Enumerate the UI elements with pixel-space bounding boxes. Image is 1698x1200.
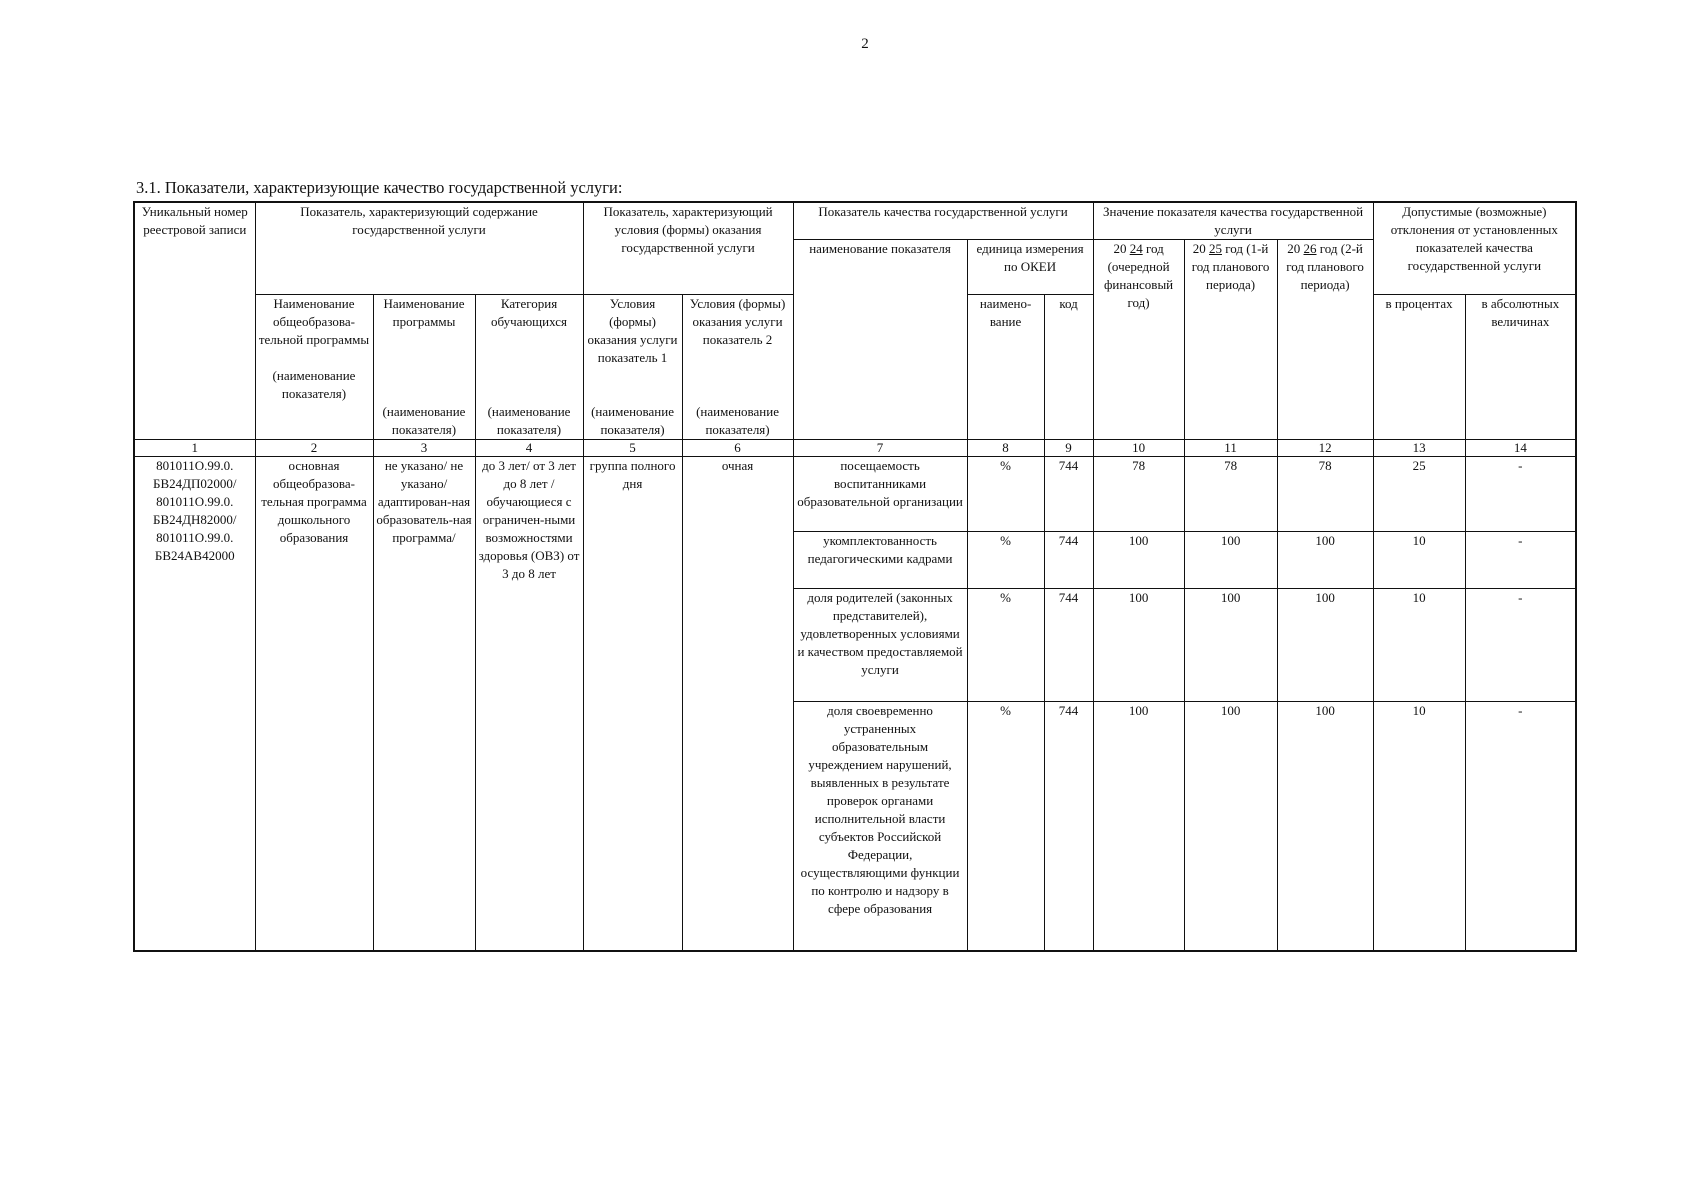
header-row-top <box>134 202 1576 240</box>
indicator-value-2026: 78 <box>1277 457 1373 532</box>
table-row <box>134 457 1576 532</box>
deviation-percent: 10 <box>1373 702 1465 952</box>
program-name: основная общеобразова-тельная программа дошкольного образования <box>255 457 373 952</box>
quality-indicators-table <box>133 201 1577 952</box>
header-deviations: Допустимые (возможные) отклонения от установленных показателей качества государственной услуги <box>1373 202 1576 295</box>
condition-1: группа полного дня <box>583 457 682 952</box>
indicator-value-2024: 100 <box>1093 702 1184 952</box>
header-indicator-value: Значение показателя качества государственной услуги <box>1093 202 1373 240</box>
header-in-percent: в процентах <box>1373 295 1465 440</box>
header-in-absolute: в абсолютных величинах <box>1465 295 1576 440</box>
year3-suffix: год (2-й год планового периода) <box>1286 241 1364 292</box>
deviation-absolute: - <box>1465 589 1576 702</box>
indicator-unit: % <box>967 589 1044 702</box>
deviation-absolute: - <box>1465 532 1576 589</box>
deviation-percent: 25 <box>1373 457 1465 532</box>
column-number-row <box>134 440 1576 457</box>
col-cond2-label: Условия (формы) оказания услуги показатель 2 <box>689 296 786 347</box>
indicator-value-2026: 100 <box>1277 532 1373 589</box>
indicator-code: 744 <box>1044 532 1093 589</box>
column-number: 4 <box>475 440 583 457</box>
column-number: 9 <box>1044 440 1093 457</box>
page-number: 2 <box>861 36 869 52</box>
indicator-name: укомплектованность педагогическими кадрами <box>793 532 967 589</box>
col-category-label: Категория обучающихся <box>491 296 567 329</box>
section-title: 3.1. Показатели, характеризующие качество государственной услуги: <box>136 178 623 197</box>
column-number: 7 <box>793 440 967 457</box>
col-cond1-note: (наименование показателя) <box>591 404 674 437</box>
indicator-code: 744 <box>1044 457 1093 532</box>
indicator-value-2025: 78 <box>1184 457 1277 532</box>
column-number: 10 <box>1093 440 1184 457</box>
column-number: 11 <box>1184 440 1277 457</box>
col-program-name-label: Наименование общеобразова-тельной программы <box>258 296 370 347</box>
registry-number: 801011О.99.0. БВ24ДП02000/ 801011О.99.0. БВ24ДН82000/ 801011О.99.0. БВ24АВ42000 <box>134 457 255 952</box>
year3-value: 26 <box>1303 241 1317 256</box>
column-number: 5 <box>583 440 682 457</box>
indicator-name: посещаемость воспитанниками образовательной организации <box>793 457 967 532</box>
header-year-2024 <box>1093 240 1184 440</box>
col-program-label: Наименование программы <box>383 296 465 329</box>
col-program-note: (наименование показателя) <box>382 404 466 437</box>
column-number: 13 <box>1373 440 1465 457</box>
header-unique-number: Уникальный номер реестровой записи <box>134 202 255 440</box>
column-number: 6 <box>682 440 793 457</box>
header-col-cond1 <box>583 295 682 440</box>
column-number: 14 <box>1465 440 1576 457</box>
deviation-absolute: - <box>1465 702 1576 952</box>
year1-value: 24 <box>1129 241 1143 256</box>
indicator-unit: % <box>967 532 1044 589</box>
indicator-name: доля своевременно устраненных образовательным учреждением нарушений, выявленных в результате проверок органами исполнительной власти субъектов Российской Федерации, осуществляющими функции по контролю и надзору в сфере образования <box>793 702 967 952</box>
indicator-unit: % <box>967 702 1044 952</box>
indicator-value-2024: 78 <box>1093 457 1184 532</box>
year1-prefix: 20 <box>1113 241 1127 256</box>
year2-prefix: 20 <box>1192 241 1206 256</box>
header-col-cond2 <box>682 295 793 440</box>
deviation-percent: 10 <box>1373 532 1465 589</box>
col-category-note: (наименование показателя) <box>487 404 571 437</box>
indicator-value-2026: 100 <box>1277 589 1373 702</box>
header-okei-unit: единица измерения по ОКЕИ <box>967 240 1093 295</box>
header-col-program <box>373 295 475 440</box>
indicator-value-2024: 100 <box>1093 589 1184 702</box>
header-content-indicator: Показатель, характеризующий содержание государственной услуги <box>255 202 583 295</box>
indicator-code: 744 <box>1044 589 1093 702</box>
indicator-value-2024: 100 <box>1093 532 1184 589</box>
header-col-category <box>475 295 583 440</box>
header-unit-code: код <box>1044 295 1093 440</box>
header-unit-name: наимено-вание <box>967 295 1044 440</box>
col-program-name-note: (наименование показателя) <box>272 368 356 401</box>
deviation-percent: 10 <box>1373 589 1465 702</box>
indicator-name: доля родителей (законных представителей), удовлетворенных условиями и качеством предоставляемой услуги <box>793 589 967 702</box>
indicator-unit: % <box>967 457 1044 532</box>
column-number: 8 <box>967 440 1044 457</box>
header-year-2025 <box>1184 240 1277 440</box>
condition-2: очная <box>682 457 793 952</box>
indicator-code: 744 <box>1044 702 1093 952</box>
category: до 3 лет/ от 3 лет до 8 лет / обучающиеся с ограничен-ными возможностями здоровья (ОВЗ) от 3 до 8 лет <box>475 457 583 952</box>
deviation-absolute: - <box>1465 457 1576 532</box>
col-cond1-label: Условия (формы) оказания услуги показатель 1 <box>587 296 678 365</box>
indicator-value-2026: 100 <box>1277 702 1373 952</box>
year1-suffix: год (очередной финансовый год) <box>1103 241 1174 310</box>
column-number: 3 <box>373 440 475 457</box>
year3-prefix: 20 <box>1287 241 1301 256</box>
year2-value: 25 <box>1209 241 1222 256</box>
indicator-value-2025: 100 <box>1184 589 1277 702</box>
indicator-value-2025: 100 <box>1184 532 1277 589</box>
header-quality-indicator: Показатель качества государственной услуги <box>793 202 1093 240</box>
header-year-2026 <box>1277 240 1373 440</box>
header-indicator-name: наименование показателя <box>793 240 967 440</box>
indicator-value-2025: 100 <box>1184 702 1277 952</box>
header-conditions-indicator: Показатель, характеризующий условия (формы) оказания государственной услуги <box>583 202 793 295</box>
column-number: 1 <box>134 440 255 457</box>
column-number: 2 <box>255 440 373 457</box>
column-number: 12 <box>1277 440 1373 457</box>
year2-suffix: год (1-й год планового периода) <box>1191 241 1270 292</box>
header-col-program-name <box>255 295 373 440</box>
program: не указано/ не указано/ адаптирован-ная образователь-ная программа/ <box>373 457 475 952</box>
col-cond2-note: (наименование показателя) <box>696 404 779 437</box>
